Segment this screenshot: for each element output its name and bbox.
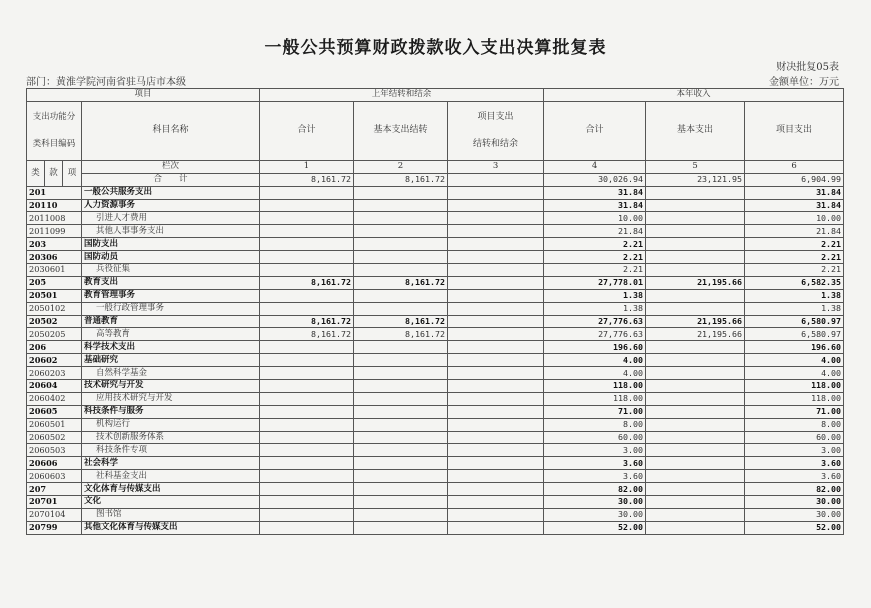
header-lei: 类 — [27, 160, 45, 186]
row-cur-total: 71.00 — [544, 405, 646, 418]
table-row — [27, 457, 844, 470]
row-cur-total: 30.00 — [544, 496, 646, 509]
table-row — [27, 212, 844, 225]
table-row — [27, 276, 844, 289]
row-subject-name: 国防动员 — [82, 251, 260, 264]
row-prev-basic — [354, 238, 448, 251]
row-prev-project — [448, 315, 544, 328]
table-row — [27, 470, 844, 483]
row-code: 20605 — [27, 405, 82, 418]
row-cur-project: 3.00 — [745, 444, 844, 457]
row-prev-project — [448, 418, 544, 431]
row-cur-basic — [646, 508, 745, 521]
row-cur-total: 118.00 — [544, 392, 646, 405]
row-prev-basic — [354, 405, 448, 418]
row-code: 20602 — [27, 354, 82, 367]
row-prev-total — [260, 418, 354, 431]
header-current-year: 本年收入 — [544, 89, 844, 102]
row-subject-name: 技术研究与开发 — [82, 380, 260, 393]
table-row — [27, 405, 844, 418]
row-subject-name: 科技条件专项 — [82, 444, 260, 457]
col-num-1: 1 — [260, 160, 354, 173]
row-cur-total: 60.00 — [544, 431, 646, 444]
row-cur-project: 6,580.97 — [745, 328, 844, 341]
row-cur-basic — [646, 470, 745, 483]
header-basic-carry: 基本支出结转 — [354, 101, 448, 160]
table-row — [27, 496, 844, 509]
row-code: 207 — [27, 483, 82, 496]
row-cur-basic — [646, 186, 745, 199]
row-code: 20606 — [27, 457, 82, 470]
header-total-2: 合计 — [544, 101, 646, 160]
header-kuan: 款 — [45, 160, 63, 186]
row-cur-basic — [646, 405, 745, 418]
row-code: 206 — [27, 341, 82, 354]
row-cur-project: 10.00 — [745, 212, 844, 225]
row-prev-total: 8,161.72 — [260, 315, 354, 328]
row-subject-name: 普通教育 — [82, 315, 260, 328]
row-prev-total — [260, 302, 354, 315]
row-code: 20110 — [27, 199, 82, 212]
row-cur-basic: 21,195.66 — [646, 315, 745, 328]
row-cur-basic — [646, 431, 745, 444]
row-cur-project: 1.38 — [745, 289, 844, 302]
department-label: 部门：黄淮学院河南省驻马店市本级 — [26, 77, 186, 88]
row-subject-name: 引进人才费用 — [82, 212, 260, 225]
table-row — [27, 315, 844, 328]
table-row — [27, 392, 844, 405]
row-cur-project: 6,580.97 — [745, 315, 844, 328]
row-cur-project: 8.00 — [745, 418, 844, 431]
row-prev-basic — [354, 225, 448, 238]
header-row-2 — [27, 101, 844, 160]
row-cur-project: 30.00 — [745, 496, 844, 509]
row-cur-project: 4.00 — [745, 354, 844, 367]
row-prev-basic — [354, 392, 448, 405]
total-row — [27, 173, 844, 186]
row-prev-project — [448, 521, 544, 534]
header-xiang: 项 — [63, 160, 82, 186]
row-subject-name: 图书馆 — [82, 508, 260, 521]
col-num-6: 6 — [745, 160, 844, 173]
header-row-1 — [27, 89, 844, 102]
table-row — [27, 225, 844, 238]
row-prev-project — [448, 302, 544, 315]
row-prev-project — [448, 405, 544, 418]
row-cur-project: 2.21 — [745, 238, 844, 251]
table-row — [27, 418, 844, 431]
total-c1: 8,161.72 — [260, 173, 354, 186]
row-cur-basic — [646, 302, 745, 315]
row-prev-project — [448, 225, 544, 238]
row-code: 2060402 — [27, 392, 82, 405]
table-row — [27, 302, 844, 315]
header-prev-year: 上年结转和结余 — [260, 89, 544, 102]
row-cur-total: 10.00 — [544, 212, 646, 225]
row-prev-basic — [354, 367, 448, 380]
row-prev-total — [260, 496, 354, 509]
row-cur-total: 3.00 — [544, 444, 646, 457]
row-prev-total — [260, 225, 354, 238]
total-c5: 23,121.95 — [646, 173, 745, 186]
row-cur-total: 3.60 — [544, 470, 646, 483]
row-subject-name: 科技条件与服务 — [82, 405, 260, 418]
row-prev-total — [260, 186, 354, 199]
row-cur-project: 21.84 — [745, 225, 844, 238]
row-prev-total — [260, 431, 354, 444]
row-cur-total: 8.00 — [544, 418, 646, 431]
row-cur-total: 82.00 — [544, 483, 646, 496]
row-subject-name: 高等教育 — [82, 328, 260, 341]
row-cur-project: 30.00 — [745, 508, 844, 521]
header-row-3 — [27, 160, 844, 173]
header-subject-name: 科目名称 — [82, 101, 260, 160]
row-code: 2060603 — [27, 470, 82, 483]
row-cur-basic — [646, 212, 745, 225]
row-prev-total — [260, 212, 354, 225]
row-cur-total: 52.00 — [544, 521, 646, 534]
row-code: 205 — [27, 276, 82, 289]
header-project-carry-line1: 项目支出 — [477, 111, 514, 122]
row-prev-project — [448, 444, 544, 457]
row-prev-project — [448, 199, 544, 212]
row-prev-project — [448, 328, 544, 341]
total-c3 — [448, 173, 544, 186]
row-subject-name: 社科基金支出 — [82, 470, 260, 483]
row-subject-name: 其他人事事务支出 — [82, 225, 260, 238]
table-row — [27, 341, 844, 354]
row-cur-basic: 21,195.66 — [646, 276, 745, 289]
row-prev-total — [260, 199, 354, 212]
total-c2: 8,161.72 — [354, 173, 448, 186]
row-cur-project: 31.84 — [745, 186, 844, 199]
row-prev-total — [260, 380, 354, 393]
row-prev-basic — [354, 354, 448, 367]
row-subject-name: 文化 — [82, 496, 260, 509]
row-prev-total — [260, 508, 354, 521]
row-cur-total: 1.38 — [544, 289, 646, 302]
row-cur-project: 6,582.35 — [745, 276, 844, 289]
total-label: 合 计 — [82, 173, 260, 186]
table-row — [27, 251, 844, 264]
row-cur-basic — [646, 496, 745, 509]
row-cur-project: 3.60 — [745, 457, 844, 470]
row-cur-basic — [646, 418, 745, 431]
row-prev-total: 8,161.72 — [260, 328, 354, 341]
row-cur-project: 52.00 — [745, 521, 844, 534]
row-subject-name: 基础研究 — [82, 354, 260, 367]
table-row — [27, 238, 844, 251]
row-prev-total — [260, 289, 354, 302]
row-code: 2050205 — [27, 328, 82, 341]
row-prev-basic — [354, 251, 448, 264]
row-cur-project: 82.00 — [745, 483, 844, 496]
row-subject-name: 机构运行 — [82, 418, 260, 431]
row-cur-basic — [646, 238, 745, 251]
row-subject-name: 自然科学基金 — [82, 367, 260, 380]
row-cur-total: 31.84 — [544, 199, 646, 212]
row-code: 20501 — [27, 289, 82, 302]
row-subject-name: 国防支出 — [82, 238, 260, 251]
header-project-carry-line2: 结转和结余 — [473, 138, 519, 149]
row-prev-project — [448, 186, 544, 199]
row-cur-basic — [646, 367, 745, 380]
table-row — [27, 328, 844, 341]
row-prev-project — [448, 483, 544, 496]
row-prev-basic: 8,161.72 — [354, 276, 448, 289]
row-prev-basic — [354, 341, 448, 354]
row-cur-basic — [646, 354, 745, 367]
row-prev-total — [260, 341, 354, 354]
row-prev-basic: 8,161.72 — [354, 315, 448, 328]
row-prev-total — [260, 457, 354, 470]
row-cur-project: 71.00 — [745, 405, 844, 418]
row-prev-basic — [354, 508, 448, 521]
table-row — [27, 289, 844, 302]
row-cur-basic — [646, 457, 745, 470]
row-prev-project — [448, 238, 544, 251]
row-cur-basic — [646, 251, 745, 264]
row-code: 2060503 — [27, 444, 82, 457]
row-prev-total — [260, 251, 354, 264]
row-subject-name: 技术创新服务体系 — [82, 431, 260, 444]
row-cur-total: 1.38 — [544, 302, 646, 315]
total-c6: 6,904.99 — [745, 173, 844, 186]
row-prev-basic — [354, 470, 448, 483]
row-prev-total — [260, 405, 354, 418]
row-cur-project: 118.00 — [745, 380, 844, 393]
row-subject-name: 教育管理事务 — [82, 289, 260, 302]
table-row — [27, 199, 844, 212]
row-prev-basic — [354, 444, 448, 457]
table-row — [27, 483, 844, 496]
page-title: 一般公共预算财政拨款收入支出决算批复表 — [264, 38, 607, 58]
row-prev-project — [448, 470, 544, 483]
row-subject-name: 一般行政管理事务 — [82, 302, 260, 315]
row-cur-basic — [646, 225, 745, 238]
row-prev-total — [260, 521, 354, 534]
row-subject-name: 文化体育与传媒支出 — [82, 483, 260, 496]
row-code: 2070104 — [27, 508, 82, 521]
row-prev-basic — [354, 380, 448, 393]
row-subject-name: 应用技术研究与开发 — [82, 392, 260, 405]
row-cur-total: 2.21 — [544, 264, 646, 277]
table-row — [27, 521, 844, 534]
row-prev-basic — [354, 457, 448, 470]
row-prev-basic — [354, 521, 448, 534]
row-cur-project: 1.38 — [745, 302, 844, 315]
row-cur-basic — [646, 289, 745, 302]
row-cur-project: 4.00 — [745, 367, 844, 380]
header-func-class-line1: 支出功能分 — [32, 111, 76, 122]
row-cur-basic — [646, 521, 745, 534]
row-prev-project — [448, 251, 544, 264]
row-code: 2060502 — [27, 431, 82, 444]
row-code: 2011099 — [27, 225, 82, 238]
row-cur-basic — [646, 341, 745, 354]
row-code: 203 — [27, 238, 82, 251]
header-project-carry — [448, 101, 544, 160]
row-cur-basic — [646, 264, 745, 277]
table-row — [27, 354, 844, 367]
row-subject-name: 教育支出 — [82, 276, 260, 289]
table-row — [27, 186, 844, 199]
row-prev-project — [448, 457, 544, 470]
row-prev-total — [260, 470, 354, 483]
header-func-class — [27, 101, 82, 160]
row-prev-project — [448, 276, 544, 289]
row-prev-basic: 8,161.72 — [354, 328, 448, 341]
header-project: 项目 — [27, 89, 260, 102]
table-row — [27, 431, 844, 444]
row-cur-total: 4.00 — [544, 354, 646, 367]
row-prev-project — [448, 431, 544, 444]
row-cur-project: 3.60 — [745, 470, 844, 483]
row-prev-total — [260, 392, 354, 405]
row-cur-project: 2.21 — [745, 251, 844, 264]
row-prev-basic — [354, 483, 448, 496]
row-cur-total: 27,776.63 — [544, 328, 646, 341]
table-row — [27, 444, 844, 457]
row-cur-total: 21.84 — [544, 225, 646, 238]
row-prev-total — [260, 354, 354, 367]
form-code: 财决批复05表 — [776, 62, 839, 73]
row-prev-basic — [354, 302, 448, 315]
row-prev-basic — [354, 264, 448, 277]
row-cur-project: 60.00 — [745, 431, 844, 444]
total-c4: 30,026.94 — [544, 173, 646, 186]
table-row — [27, 367, 844, 380]
row-prev-project — [448, 354, 544, 367]
row-cur-project: 196.60 — [745, 341, 844, 354]
budget-table — [26, 88, 844, 535]
row-code: 2060203 — [27, 367, 82, 380]
row-cur-total: 118.00 — [544, 380, 646, 393]
row-cur-project: 31.84 — [745, 199, 844, 212]
row-cur-basic — [646, 380, 745, 393]
row-prev-basic — [354, 431, 448, 444]
row-prev-project — [448, 496, 544, 509]
row-prev-project — [448, 508, 544, 521]
row-prev-project — [448, 289, 544, 302]
header-col-order: 栏次 — [82, 160, 260, 173]
row-cur-total: 27,776.63 — [544, 315, 646, 328]
row-cur-project: 118.00 — [745, 392, 844, 405]
row-prev-basic — [354, 186, 448, 199]
col-num-3: 3 — [448, 160, 544, 173]
row-prev-total — [260, 483, 354, 496]
row-cur-total: 3.60 — [544, 457, 646, 470]
row-cur-total: 196.60 — [544, 341, 646, 354]
row-subject-name: 人力资源事务 — [82, 199, 260, 212]
row-code: 20502 — [27, 315, 82, 328]
row-code: 20701 — [27, 496, 82, 509]
row-prev-total — [260, 444, 354, 457]
row-prev-basic — [354, 418, 448, 431]
row-prev-project — [448, 264, 544, 277]
row-code: 2030601 — [27, 264, 82, 277]
row-subject-name: 一般公共服务支出 — [82, 186, 260, 199]
row-cur-basic — [646, 483, 745, 496]
row-cur-total: 27,778.01 — [544, 276, 646, 289]
row-cur-basic: 21,195.66 — [646, 328, 745, 341]
table-row — [27, 380, 844, 393]
row-cur-basic — [646, 444, 745, 457]
row-code: 2050102 — [27, 302, 82, 315]
unit-label: 金额单位：万元 — [769, 77, 839, 88]
row-cur-total: 2.21 — [544, 251, 646, 264]
col-num-2: 2 — [354, 160, 448, 173]
row-cur-basic — [646, 392, 745, 405]
row-subject-name: 其他文化体育与传媒支出 — [82, 521, 260, 534]
row-prev-total — [260, 238, 354, 251]
row-subject-name: 科学技术支出 — [82, 341, 260, 354]
row-cur-total: 4.00 — [544, 367, 646, 380]
row-code: 20604 — [27, 380, 82, 393]
row-prev-total: 8,161.72 — [260, 276, 354, 289]
row-code: 2011008 — [27, 212, 82, 225]
row-cur-basic — [646, 199, 745, 212]
row-prev-basic — [354, 289, 448, 302]
table-row — [27, 264, 844, 277]
row-prev-project — [448, 392, 544, 405]
header-total: 合计 — [260, 101, 354, 160]
header-project-exp: 项目支出 — [745, 101, 844, 160]
row-prev-project — [448, 212, 544, 225]
row-prev-basic — [354, 199, 448, 212]
row-prev-project — [448, 341, 544, 354]
row-cur-total: 31.84 — [544, 186, 646, 199]
header-func-class-line2: 类科目编码 — [32, 138, 76, 149]
row-subject-name: 兵役征集 — [82, 264, 260, 277]
row-cur-total: 2.21 — [544, 238, 646, 251]
row-code: 201 — [27, 186, 82, 199]
row-prev-project — [448, 367, 544, 380]
header-basic-exp: 基本支出 — [646, 101, 745, 160]
table-row — [27, 508, 844, 521]
row-code: 20799 — [27, 521, 82, 534]
row-prev-total — [260, 264, 354, 277]
row-subject-name: 社会科学 — [82, 457, 260, 470]
row-cur-total: 30.00 — [544, 508, 646, 521]
col-num-5: 5 — [646, 160, 745, 173]
col-num-4: 4 — [544, 160, 646, 173]
row-cur-project: 2.21 — [745, 264, 844, 277]
row-prev-basic — [354, 496, 448, 509]
row-prev-basic — [354, 212, 448, 225]
row-code: 2060501 — [27, 418, 82, 431]
row-code: 20306 — [27, 251, 82, 264]
row-prev-total — [260, 367, 354, 380]
row-prev-project — [448, 380, 544, 393]
